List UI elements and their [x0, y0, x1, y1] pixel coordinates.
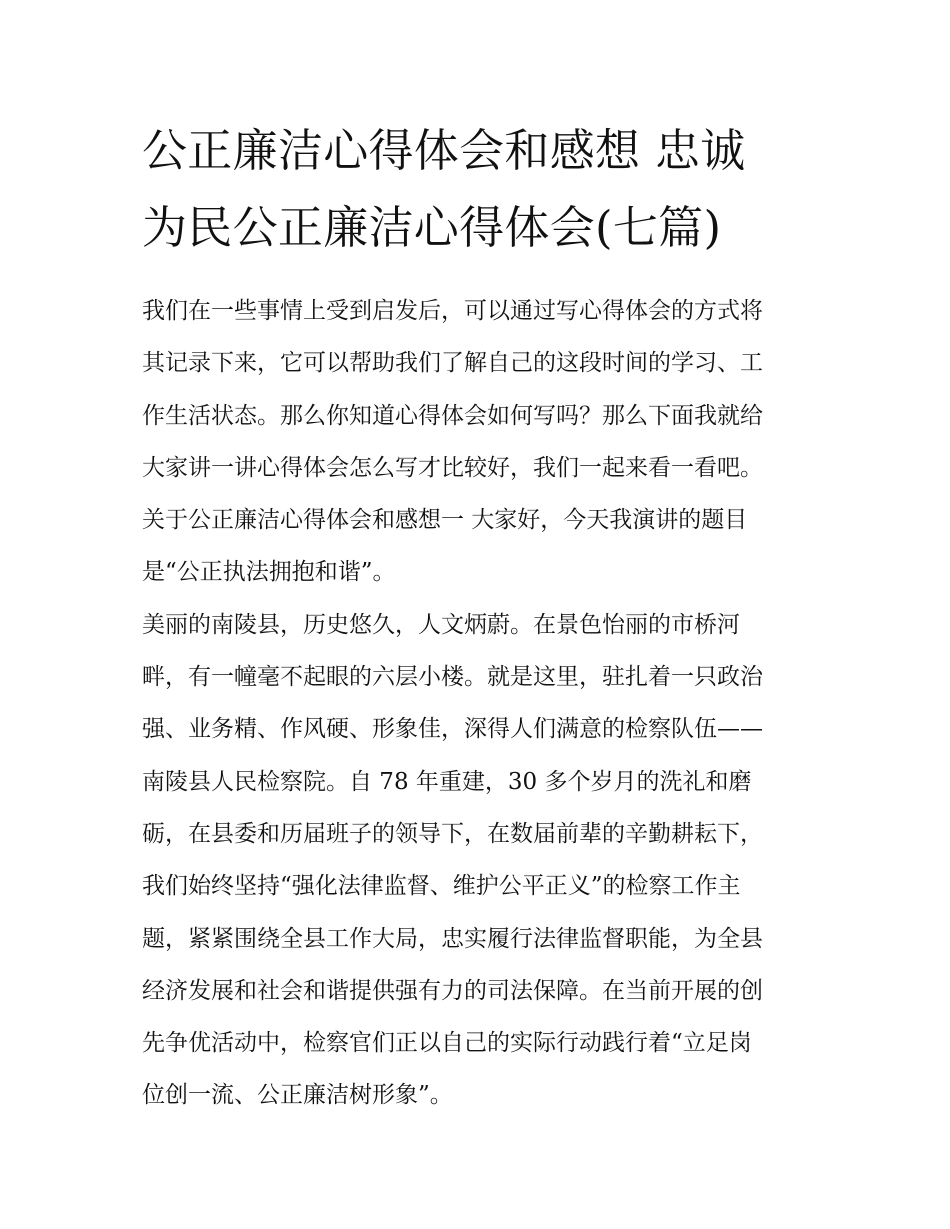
body-line: 我们始终坚持“强化法律监督、维护公平正义”的检察工作主: [142, 873, 741, 900]
title-line: 公正廉洁心得体会和感想 忠诚: [142, 124, 746, 177]
body-line: 关于公正廉洁心得体会和感想一 大家好，今天我演讲的题目: [142, 507, 748, 534]
body-line: 南陵县人民检察院。自 78 年重建，30 多个岁月的洗礼和磨: [142, 768, 752, 795]
body-line: 美丽的南陵县，历史悠久，人文炳蔚。在景色怡丽的市桥河: [142, 611, 740, 638]
body-line: 题，紧紧围绕全县工作大局，忠实履行法律监督职能，为全县: [142, 925, 763, 952]
body-line: 先争优活动中，检察官们正以自己的实际行动践行着“立足岗: [142, 1030, 752, 1057]
body-line: 我们在一些事情上受到启发后，可以通过写心得体会的方式将: [142, 298, 763, 324]
title-line: 为民公正廉洁心得体会(七篇): [142, 201, 722, 254]
body-line: 是“公正执法拥抱和谐”。: [142, 559, 396, 586]
body-line: 其记录下来，它可以帮助我们了解自己的这段时间的学习、工: [142, 350, 763, 377]
body-line: 畔，有一幢毫不起眼的六层小楼。就是这里，驻扎着一只政治: [142, 664, 763, 691]
document-body: [142, 285, 814, 1122]
body-line: 大家讲一讲心得体会怎么写才比较好，我们一起来看一看吧。: [142, 454, 763, 481]
body-line: 经济发展和社会和谐提供强有力的司法保障。在当前开展的创: [142, 977, 763, 1004]
body-line: 作生活状态。那么你知道心得体会如何写吗？那么下面我就给: [142, 402, 763, 429]
document-title: [142, 112, 814, 266]
body-line: 位创一流、公正廉洁树形象”。: [142, 1082, 453, 1109]
document-content: [142, 112, 814, 1122]
body-line: 强、业务精、作风硬、形象佳，深得人们满意的检察队伍——: [142, 716, 763, 743]
body-line: 砺，在县委和历届班子的领导下，在数届前辈的辛勤耕耘下，: [142, 820, 763, 847]
